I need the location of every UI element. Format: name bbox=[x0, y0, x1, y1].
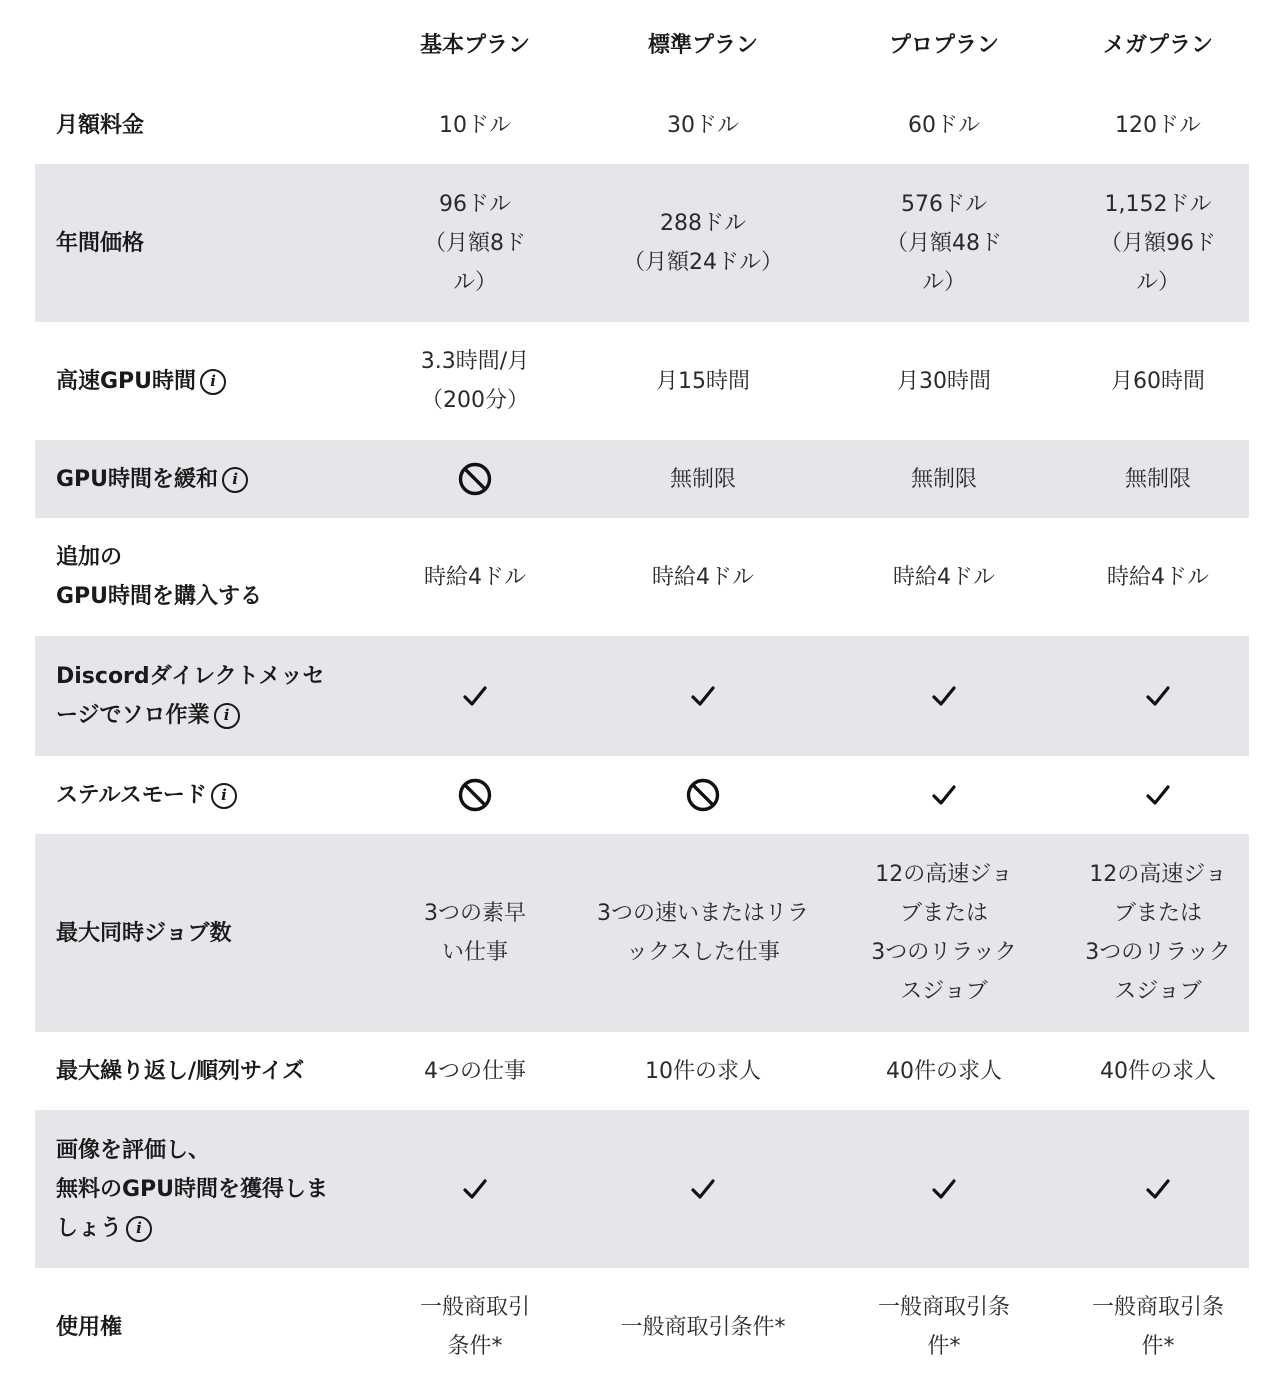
cell-text: 3つのリラック bbox=[871, 940, 1017, 965]
cell-basic bbox=[365, 558, 585, 597]
cell-basic bbox=[365, 678, 585, 714]
cell-mega bbox=[1067, 460, 1249, 499]
cell-text: ックスした仕事 bbox=[626, 940, 780, 965]
cell-text: （月額8ド bbox=[424, 230, 526, 256]
row-label-text: GPU時間を購入する bbox=[56, 584, 263, 609]
row-label-text: 無料のGPU時間を獲得しま bbox=[56, 1176, 329, 1202]
cell-pro bbox=[821, 678, 1067, 714]
row-label-text: 画像を評価し、 bbox=[56, 1137, 211, 1163]
cell-mega bbox=[1067, 777, 1249, 813]
cell-text: 10ドル bbox=[439, 112, 511, 138]
cell-text: 時給4ドル bbox=[1107, 564, 1209, 590]
cell-text: 一般商取引条 bbox=[1091, 1295, 1224, 1320]
cell-text: 一般商取引条件* bbox=[620, 1314, 786, 1340]
row-label bbox=[35, 1052, 365, 1091]
cell-standard bbox=[585, 1308, 821, 1347]
table-row bbox=[35, 1268, 1249, 1386]
cell-pro bbox=[821, 777, 1067, 813]
cell-text: 一般商取引 bbox=[419, 1295, 530, 1320]
cell-text: 288ドル bbox=[660, 211, 746, 236]
cell-text: （月額24ドル） bbox=[623, 250, 783, 275]
cell-pro bbox=[821, 185, 1067, 302]
row-label-line bbox=[56, 362, 365, 401]
row-label-line bbox=[56, 657, 365, 696]
no-icon bbox=[457, 461, 493, 497]
plan-header-pro: プロプラン bbox=[888, 32, 999, 58]
cell-standard bbox=[585, 1171, 821, 1207]
table-row bbox=[35, 636, 1249, 756]
row-label-text: 使用権 bbox=[56, 1314, 123, 1340]
cell-text: 60ドル bbox=[908, 112, 980, 138]
row-label-line bbox=[56, 460, 365, 499]
table-row bbox=[35, 518, 1249, 636]
row-label bbox=[35, 657, 365, 735]
check-icon bbox=[926, 777, 962, 813]
cell-standard bbox=[585, 558, 821, 597]
cell-text: （月額96ド bbox=[1100, 230, 1216, 256]
cell-text: 3つのリラック bbox=[1085, 940, 1231, 965]
row-label-text: 追加の bbox=[56, 545, 123, 570]
table-row bbox=[35, 440, 1249, 518]
cell-standard bbox=[585, 678, 821, 714]
table-body bbox=[35, 86, 1249, 1386]
cell-text: 96ドル bbox=[439, 191, 511, 217]
table-row bbox=[35, 1110, 1249, 1268]
cell-standard bbox=[585, 362, 821, 401]
check-icon bbox=[1140, 678, 1176, 714]
cell-standard bbox=[585, 460, 821, 499]
cell-pro bbox=[821, 106, 1067, 145]
plan-header-mega: メガプラン bbox=[1102, 32, 1213, 58]
row-label-line bbox=[56, 538, 365, 577]
cell-text: 1,152ドル bbox=[1104, 191, 1212, 217]
cell-mega bbox=[1067, 106, 1249, 145]
check-icon bbox=[926, 1171, 962, 1207]
row-label-line bbox=[56, 1209, 365, 1248]
cell-text: ル） bbox=[921, 269, 966, 295]
row-label-line bbox=[56, 224, 365, 263]
cell-pro bbox=[821, 1288, 1067, 1366]
row-label-line bbox=[56, 914, 365, 953]
cell-text: 10件の求人 bbox=[645, 1058, 761, 1084]
cell-basic bbox=[365, 777, 585, 813]
cell-text: 12の高速ジョ bbox=[875, 862, 1013, 887]
cell-basic bbox=[365, 1171, 585, 1207]
row-label-text: しょう bbox=[56, 1215, 123, 1241]
cell-text: 時給4ドル bbox=[424, 564, 526, 590]
plan-header-basic: 基本プラン bbox=[419, 32, 530, 58]
cell-text: 120ドル bbox=[1115, 112, 1201, 138]
row-label-line bbox=[56, 1131, 365, 1170]
cell-pro bbox=[821, 362, 1067, 401]
row-label bbox=[35, 1131, 365, 1248]
row-label-text: Discordダイレクトメッセ bbox=[56, 664, 325, 689]
cell-text: 時給4ドル bbox=[893, 564, 995, 590]
row-label bbox=[35, 1308, 365, 1347]
no-icon bbox=[457, 777, 493, 813]
row-label-text: 月額料金 bbox=[56, 112, 145, 138]
info-icon[interactable]: i bbox=[211, 783, 237, 809]
cell-text: 40件の求人 bbox=[886, 1058, 1002, 1084]
cell-mega bbox=[1067, 855, 1249, 1011]
check-icon bbox=[457, 1171, 493, 1207]
info-icon[interactable]: i bbox=[126, 1216, 152, 1242]
table-row bbox=[35, 834, 1249, 1032]
cell-text: 月60時間 bbox=[1111, 368, 1205, 394]
cell-pro bbox=[821, 460, 1067, 499]
cell-standard bbox=[585, 204, 821, 282]
cell-text: 40件の求人 bbox=[1100, 1058, 1216, 1084]
row-label-line bbox=[56, 1170, 365, 1209]
row-label-text: 最大繰り返し/順列サイズ bbox=[56, 1058, 305, 1084]
cell-text: 月30時間 bbox=[897, 368, 991, 394]
cell-text: 12の高速ジョ bbox=[1089, 862, 1227, 887]
row-label-line bbox=[56, 1052, 365, 1091]
cell-text: 月15時間 bbox=[656, 368, 750, 394]
cell-basic bbox=[365, 461, 585, 497]
cell-basic bbox=[365, 1288, 585, 1366]
cell-text: 3つの速いまたはリラ bbox=[597, 901, 809, 926]
row-label bbox=[35, 362, 365, 401]
cell-pro bbox=[821, 855, 1067, 1011]
cell-standard bbox=[585, 894, 821, 972]
cell-basic bbox=[365, 894, 585, 972]
row-label-text: GPU時間を緩和 bbox=[56, 466, 219, 492]
cell-text: 条件* bbox=[447, 1334, 503, 1359]
check-icon bbox=[1140, 1171, 1176, 1207]
cell-pro bbox=[821, 1052, 1067, 1091]
row-label bbox=[35, 460, 365, 499]
cell-text: 件* bbox=[927, 1334, 961, 1359]
cell-text: 576ドル bbox=[901, 191, 987, 217]
cell-mega bbox=[1067, 678, 1249, 714]
cell-mega bbox=[1067, 185, 1249, 302]
row-label-line bbox=[56, 776, 365, 815]
check-icon bbox=[926, 678, 962, 714]
row-label-line bbox=[56, 696, 365, 735]
cell-mega bbox=[1067, 1171, 1249, 1207]
check-icon bbox=[685, 678, 721, 714]
cell-text: （月額48ド bbox=[886, 230, 1002, 256]
row-label bbox=[35, 538, 365, 616]
cell-text: 3つの素早 bbox=[424, 901, 526, 926]
cell-basic bbox=[365, 1052, 585, 1091]
row-label bbox=[35, 224, 365, 263]
cell-text: い仕事 bbox=[441, 940, 508, 965]
cell-text: ブまたは bbox=[1113, 901, 1202, 926]
table-row bbox=[35, 164, 1249, 322]
cell-text: 30ドル bbox=[667, 112, 739, 138]
plan-header-standard: 標準プラン bbox=[647, 32, 758, 58]
cell-text: （200分） bbox=[421, 388, 529, 413]
row-label-text: ージでソロ作業 bbox=[56, 703, 210, 728]
cell-pro bbox=[821, 1171, 1067, 1207]
cell-basic bbox=[365, 106, 585, 145]
cell-standard bbox=[585, 106, 821, 145]
row-label-line bbox=[56, 577, 365, 616]
pricing-table bbox=[35, 0, 1249, 1386]
cell-standard bbox=[585, 1052, 821, 1091]
cell-text: 無制限 bbox=[910, 466, 977, 492]
table-row bbox=[35, 322, 1249, 440]
table-row bbox=[35, 1032, 1249, 1110]
row-label-text: ステルスモード bbox=[56, 782, 207, 808]
table-header bbox=[35, 0, 1249, 86]
cell-text: 4つの仕事 bbox=[424, 1058, 526, 1084]
cell-text: スジョブ bbox=[1114, 979, 1202, 1004]
cell-mega bbox=[1067, 1052, 1249, 1091]
row-label bbox=[35, 776, 365, 815]
cell-basic bbox=[365, 342, 585, 420]
cell-text: 3.3時間/月 bbox=[420, 349, 530, 374]
row-label-text: 最大同時ジョブ数 bbox=[56, 920, 232, 946]
cell-basic bbox=[365, 185, 585, 302]
info-icon[interactable]: i bbox=[222, 467, 248, 493]
row-label-text: 高速GPU時間 bbox=[56, 368, 197, 394]
row-label bbox=[35, 106, 365, 145]
cell-text: ル） bbox=[1135, 269, 1180, 295]
row-label bbox=[35, 914, 365, 953]
cell-text: ル） bbox=[452, 269, 497, 295]
cell-mega bbox=[1067, 558, 1249, 597]
row-label-text: 年間価格 bbox=[56, 230, 145, 256]
info-icon[interactable]: i bbox=[214, 703, 240, 729]
cell-text: 無制限 bbox=[1124, 466, 1191, 492]
row-label-line bbox=[56, 106, 365, 145]
cell-text: 時給4ドル bbox=[652, 564, 754, 590]
cell-text: 無制限 bbox=[669, 466, 736, 492]
cell-text: スジョブ bbox=[900, 979, 988, 1004]
cell-text: ブまたは bbox=[899, 901, 988, 926]
check-icon bbox=[457, 678, 493, 714]
table-row bbox=[35, 86, 1249, 164]
cell-text: 一般商取引条 bbox=[877, 1295, 1010, 1320]
row-label-line bbox=[56, 1308, 365, 1347]
no-icon bbox=[685, 777, 721, 813]
info-icon[interactable]: i bbox=[200, 369, 226, 395]
table-row bbox=[35, 756, 1249, 834]
cell-text: 件* bbox=[1141, 1334, 1175, 1359]
cell-pro bbox=[821, 558, 1067, 597]
check-icon bbox=[1140, 777, 1176, 813]
cell-mega bbox=[1067, 362, 1249, 401]
check-icon bbox=[685, 1171, 721, 1207]
cell-standard bbox=[585, 777, 821, 813]
cell-mega bbox=[1067, 1288, 1249, 1366]
